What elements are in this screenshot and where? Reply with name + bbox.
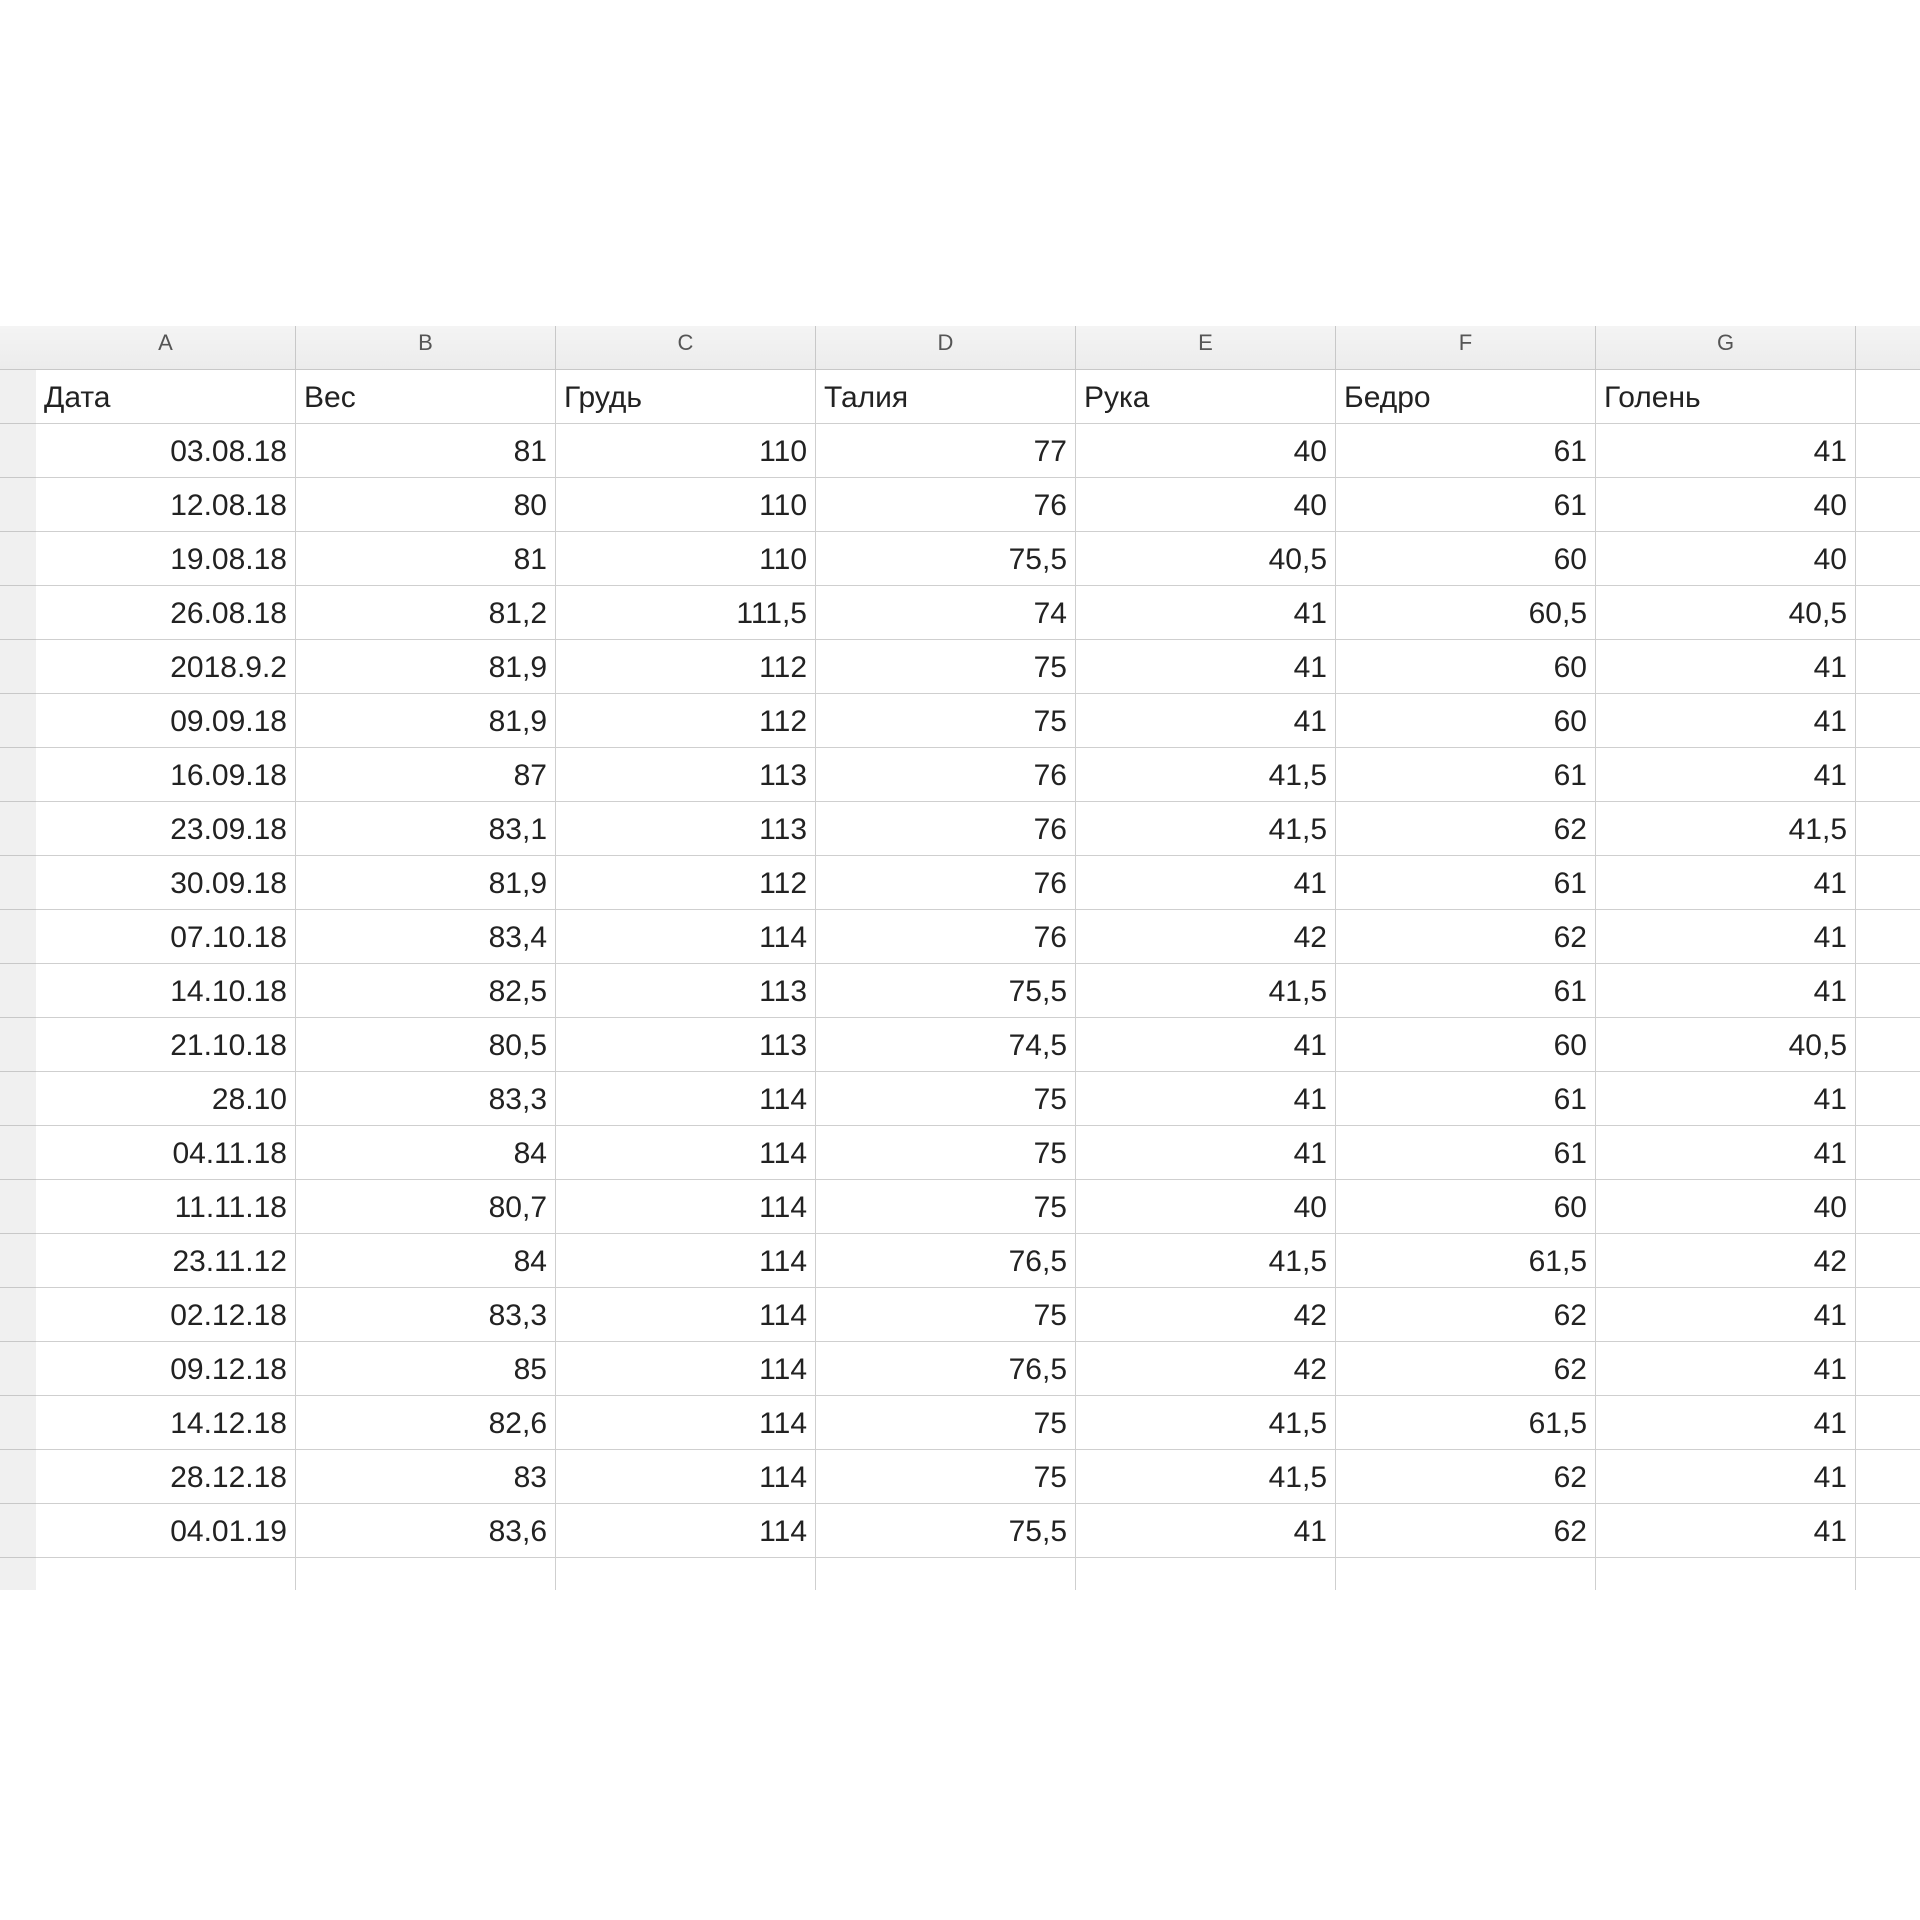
cell-c[interactable]: 114 [556, 1504, 816, 1557]
cell-c[interactable]: 114 [556, 1342, 816, 1395]
cell-h[interactable] [1856, 478, 1920, 531]
cell-e[interactable]: 41 [1076, 1504, 1336, 1557]
cell-g[interactable]: 41 [1596, 910, 1856, 963]
cell-g[interactable]: 41 [1596, 1288, 1856, 1341]
table-row [36, 910, 1920, 964]
cell-b[interactable]: 80,7 [296, 1180, 556, 1233]
cell-f[interactable]: 62 [1336, 1450, 1596, 1503]
cell-g[interactable]: 41,5 [1596, 802, 1856, 855]
cell-a[interactable]: 26.08.18 [36, 586, 296, 639]
cell-b[interactable]: 84 [296, 1126, 556, 1179]
cell-e[interactable]: 41,5 [1076, 1234, 1336, 1287]
cell-g[interactable]: 41 [1596, 964, 1856, 1017]
cell-c[interactable]: 114 [556, 1288, 816, 1341]
cell-a[interactable]: 19.08.18 [36, 532, 296, 585]
cell-a[interactable]: 11.11.18 [36, 1180, 296, 1233]
cell-f[interactable]: 61 [1336, 478, 1596, 531]
cell-f[interactable]: 60,5 [1336, 586, 1596, 639]
cell-h[interactable] [1856, 1288, 1920, 1341]
cell-c[interactable]: 113 [556, 1018, 816, 1071]
cell-f[interactable]: 62 [1336, 1504, 1596, 1557]
cell-h[interactable] [1856, 1342, 1920, 1395]
cell-h[interactable] [1856, 802, 1920, 855]
cell-d[interactable]: 75 [816, 1396, 1076, 1449]
cell-f[interactable]: 60 [1336, 1180, 1596, 1233]
row-number-cell[interactable] [0, 1449, 36, 1450]
header-cell-f[interactable]: Бедро [1336, 370, 1596, 423]
cell-f[interactable]: 60 [1336, 1018, 1596, 1071]
cell-g[interactable]: 40,5 [1596, 1018, 1856, 1071]
cell-h[interactable] [1856, 1396, 1920, 1449]
cell-e[interactable]: 41,5 [1076, 802, 1336, 855]
row-number-cell[interactable] [0, 1341, 36, 1342]
cell-e[interactable]: 40 [1076, 1180, 1336, 1233]
cell-d[interactable]: 75,5 [816, 1504, 1076, 1557]
cell-c[interactable]: 114 [556, 1234, 816, 1287]
cell-c[interactable]: 112 [556, 694, 816, 747]
row-number-cell[interactable] [0, 963, 36, 964]
cell-b[interactable]: 81,2 [296, 586, 556, 639]
cell-c[interactable]: 112 [556, 856, 816, 909]
cell-f[interactable]: 61 [1336, 964, 1596, 1017]
cell-a[interactable]: 16.09.18 [36, 748, 296, 801]
cell-a[interactable]: 23.09.18 [36, 802, 296, 855]
cell-h[interactable] [1856, 1072, 1920, 1125]
cell-e[interactable]: 41 [1076, 586, 1336, 639]
cell-d[interactable]: 76,5 [816, 1342, 1076, 1395]
cell-e[interactable]: 41,5 [1076, 964, 1336, 1017]
cell-f[interactable]: 60 [1336, 532, 1596, 585]
cell-g[interactable]: 40 [1596, 532, 1856, 585]
cell-a[interactable]: 30.09.18 [36, 856, 296, 909]
cell-b[interactable]: 83,6 [296, 1504, 556, 1557]
cell-b[interactable]: 80 [296, 478, 556, 531]
header-cell-d[interactable]: Талия [816, 370, 1076, 423]
cell-g[interactable]: 41 [1596, 1072, 1856, 1125]
header-cell-h[interactable] [1856, 370, 1920, 423]
cell-c[interactable]: 110 [556, 478, 816, 531]
cell-g[interactable]: 41 [1596, 424, 1856, 477]
cell-e[interactable]: 41 [1076, 694, 1336, 747]
cell-h[interactable] [1856, 748, 1920, 801]
cell-c[interactable]: 113 [556, 748, 816, 801]
cell-f[interactable]: 60 [1336, 694, 1596, 747]
cell-a[interactable]: 14.12.18 [36, 1396, 296, 1449]
cell-e[interactable]: 42 [1076, 1288, 1336, 1341]
table-row [36, 748, 1920, 802]
cell-b[interactable] [296, 1558, 556, 1590]
row-number-cell[interactable] [0, 639, 36, 640]
cell-d[interactable]: 75,5 [816, 964, 1076, 1017]
row-number-cell[interactable] [0, 477, 36, 478]
cell-h[interactable] [1856, 424, 1920, 477]
table-row [36, 586, 1920, 640]
table-row [36, 1450, 1920, 1504]
row-number-cell[interactable] [0, 1179, 36, 1180]
cell-a[interactable]: 2018.9.2 [36, 640, 296, 693]
cell-f[interactable]: 61,5 [1336, 1234, 1596, 1287]
cell-d[interactable]: 75,5 [816, 532, 1076, 585]
cell-h[interactable] [1856, 1234, 1920, 1287]
cell-d[interactable]: 75 [816, 640, 1076, 693]
cell-b[interactable]: 81,9 [296, 856, 556, 909]
cell-a[interactable]: 02.12.18 [36, 1288, 296, 1341]
cell-c[interactable]: 113 [556, 964, 816, 1017]
column-header-d[interactable]: D [816, 326, 1076, 369]
cell-e[interactable]: 40 [1076, 424, 1336, 477]
cell-h[interactable] [1856, 1504, 1920, 1557]
row-number-cell[interactable] [0, 1557, 36, 1558]
cell-a[interactable]: 04.11.18 [36, 1126, 296, 1179]
cell-f[interactable]: 62 [1336, 910, 1596, 963]
cell-g[interactable]: 41 [1596, 1450, 1856, 1503]
cell-f[interactable]: 61 [1336, 424, 1596, 477]
cell-d[interactable]: 75 [816, 694, 1076, 747]
table-row [36, 640, 1920, 694]
cell-f[interactable]: 62 [1336, 1288, 1596, 1341]
cell-e[interactable]: 41,5 [1076, 748, 1336, 801]
cell-f[interactable]: 61,5 [1336, 1396, 1596, 1449]
row-number-cell[interactable] [0, 1395, 36, 1396]
select-all-corner[interactable] [0, 326, 36, 370]
cell-e[interactable]: 41 [1076, 1018, 1336, 1071]
cell-c[interactable]: 110 [556, 532, 816, 585]
cell-b[interactable]: 83,1 [296, 802, 556, 855]
header-cell-e[interactable]: Рука [1076, 370, 1336, 423]
row-number-gutter [0, 370, 36, 1590]
column-header-h[interactable] [1856, 326, 1920, 369]
cell-d[interactable]: 76 [816, 802, 1076, 855]
cell-d[interactable]: 75 [816, 1450, 1076, 1503]
cell-h[interactable] [1856, 910, 1920, 963]
cell-c[interactable] [556, 1558, 816, 1590]
cell-b[interactable]: 82,6 [296, 1396, 556, 1449]
cell-g[interactable]: 41 [1596, 1504, 1856, 1557]
cell-b[interactable]: 83,3 [296, 1288, 556, 1341]
cell-c[interactable]: 114 [556, 1450, 816, 1503]
cell-g[interactable]: 41 [1596, 1126, 1856, 1179]
cell-d[interactable]: 77 [816, 424, 1076, 477]
cell-g[interactable]: 41 [1596, 694, 1856, 747]
column-header-a[interactable]: A [36, 326, 296, 369]
cell-d[interactable]: 76 [816, 748, 1076, 801]
cell-b[interactable]: 81 [296, 532, 556, 585]
row-number-cell[interactable] [0, 1017, 36, 1018]
cell-a[interactable]: 03.08.18 [36, 424, 296, 477]
row-number-cell[interactable] [0, 531, 36, 532]
header-row [36, 370, 1920, 424]
cell-b[interactable]: 81,9 [296, 640, 556, 693]
cell-g[interactable] [1596, 1558, 1856, 1590]
row-number-cell[interactable] [0, 1233, 36, 1234]
cell-a[interactable]: 23.11.12 [36, 1234, 296, 1287]
row-number-cell[interactable] [0, 909, 36, 910]
cell-h[interactable] [1856, 1558, 1920, 1590]
cell-b[interactable]: 87 [296, 748, 556, 801]
cell-e[interactable] [1076, 1558, 1336, 1590]
empty-row [36, 1558, 1920, 1590]
cell-c[interactable]: 114 [556, 910, 816, 963]
cell-g[interactable]: 42 [1596, 1234, 1856, 1287]
cell-d[interactable]: 74,5 [816, 1018, 1076, 1071]
table-row [36, 802, 1920, 856]
cell-g[interactable]: 41 [1596, 1396, 1856, 1449]
cell-a[interactable] [36, 1558, 296, 1590]
cell-e[interactable]: 41 [1076, 640, 1336, 693]
column-header-b[interactable]: B [296, 326, 556, 369]
cell-c[interactable]: 114 [556, 1072, 816, 1125]
cell-d[interactable]: 76,5 [816, 1234, 1076, 1287]
column-header-e[interactable]: E [1076, 326, 1336, 369]
row-number-cell[interactable] [0, 855, 36, 856]
cell-g[interactable]: 41 [1596, 1342, 1856, 1395]
cell-h[interactable] [1856, 694, 1920, 747]
cell-c[interactable]: 114 [556, 1126, 816, 1179]
table-row [36, 1180, 1920, 1234]
table-row [36, 424, 1920, 478]
cell-e[interactable]: 40,5 [1076, 532, 1336, 585]
cell-f[interactable] [1336, 1558, 1596, 1590]
table-row [36, 1126, 1920, 1180]
cell-h[interactable] [1856, 1126, 1920, 1179]
header-cell-c[interactable]: Грудь [556, 370, 816, 423]
cell-b[interactable]: 82,5 [296, 964, 556, 1017]
cell-d[interactable] [816, 1558, 1076, 1590]
cell-g[interactable]: 41 [1596, 748, 1856, 801]
cell-d[interactable]: 75 [816, 1126, 1076, 1179]
cell-g[interactable]: 41 [1596, 640, 1856, 693]
cell-d[interactable]: 76 [816, 910, 1076, 963]
cell-a[interactable]: 07.10.18 [36, 910, 296, 963]
cell-h[interactable] [1856, 586, 1920, 639]
column-header-row [0, 326, 1920, 370]
cell-g[interactable]: 41 [1596, 856, 1856, 909]
cell-c[interactable]: 112 [556, 640, 816, 693]
row-number-cell[interactable] [0, 1287, 36, 1288]
cell-a[interactable]: 28.10 [36, 1072, 296, 1125]
cell-h[interactable] [1856, 856, 1920, 909]
cell-b[interactable]: 81 [296, 424, 556, 477]
row-number-cell[interactable] [0, 585, 36, 586]
row-number-cell[interactable] [0, 693, 36, 694]
table-row [36, 532, 1920, 586]
cell-h[interactable] [1856, 964, 1920, 1017]
cell-f[interactable]: 61 [1336, 1072, 1596, 1125]
column-header-g[interactable]: G [1596, 326, 1856, 369]
cell-a[interactable]: 04.01.19 [36, 1504, 296, 1557]
column-header-f[interactable]: F [1336, 326, 1596, 369]
table-row [36, 1288, 1920, 1342]
cell-b[interactable]: 83,4 [296, 910, 556, 963]
table-row [36, 1396, 1920, 1450]
row-number-cell[interactable] [0, 747, 36, 748]
table-row [36, 478, 1920, 532]
cell-b[interactable]: 81,9 [296, 694, 556, 747]
cell-e[interactable]: 41,5 [1076, 1396, 1336, 1449]
row-number-cell[interactable] [0, 423, 36, 424]
cell-e[interactable]: 41,5 [1076, 1450, 1336, 1503]
header-cell-b[interactable]: Вес [296, 370, 556, 423]
cell-d[interactable]: 75 [816, 1072, 1076, 1125]
cell-b[interactable]: 84 [296, 1234, 556, 1287]
cell-f[interactable]: 62 [1336, 1342, 1596, 1395]
cell-f[interactable]: 61 [1336, 748, 1596, 801]
table-row [36, 964, 1920, 1018]
table-row [36, 694, 1920, 748]
cell-g[interactable]: 40 [1596, 1180, 1856, 1233]
cell-g[interactable]: 40,5 [1596, 586, 1856, 639]
table-row [36, 1234, 1920, 1288]
cell-e[interactable]: 41 [1076, 1072, 1336, 1125]
cell-c[interactable]: 110 [556, 424, 816, 477]
cell-h[interactable] [1856, 1450, 1920, 1503]
cell-h[interactable] [1856, 640, 1920, 693]
table-row [36, 1018, 1920, 1072]
cell-a[interactable]: 28.12.18 [36, 1450, 296, 1503]
column-header-c[interactable]: C [556, 326, 816, 369]
cell-a[interactable]: 09.09.18 [36, 694, 296, 747]
header-cell-a[interactable]: Дата [36, 370, 296, 423]
cell-e[interactable]: 42 [1076, 910, 1336, 963]
table-row [36, 1342, 1920, 1396]
cell-h[interactable] [1856, 532, 1920, 585]
cell-e[interactable]: 40 [1076, 478, 1336, 531]
cell-d[interactable]: 76 [816, 478, 1076, 531]
cell-e[interactable]: 41 [1076, 856, 1336, 909]
cell-a[interactable]: 09.12.18 [36, 1342, 296, 1395]
cell-h[interactable] [1856, 1180, 1920, 1233]
cell-b[interactable]: 83,3 [296, 1072, 556, 1125]
row-number-cell[interactable] [0, 1125, 36, 1126]
cell-f[interactable]: 60 [1336, 640, 1596, 693]
cell-b[interactable]: 83 [296, 1450, 556, 1503]
table-row [36, 856, 1920, 910]
cell-d[interactable]: 75 [816, 1288, 1076, 1341]
cell-e[interactable]: 41 [1076, 1126, 1336, 1179]
cell-h[interactable] [1856, 1018, 1920, 1071]
cell-f[interactable]: 61 [1336, 856, 1596, 909]
cell-b[interactable]: 85 [296, 1342, 556, 1395]
row-number-cell[interactable] [0, 1071, 36, 1072]
cell-f[interactable]: 61 [1336, 1126, 1596, 1179]
cell-a[interactable]: 21.10.18 [36, 1018, 296, 1071]
cell-d[interactable]: 75 [816, 1180, 1076, 1233]
cell-e[interactable]: 42 [1076, 1342, 1336, 1395]
cell-c[interactable]: 114 [556, 1180, 816, 1233]
cell-b[interactable]: 80,5 [296, 1018, 556, 1071]
cell-c[interactable]: 114 [556, 1396, 816, 1449]
table-row [36, 1504, 1920, 1558]
cell-a[interactable]: 12.08.18 [36, 478, 296, 531]
cell-d[interactable]: 74 [816, 586, 1076, 639]
cell-a[interactable]: 14.10.18 [36, 964, 296, 1017]
cell-d[interactable]: 76 [816, 856, 1076, 909]
table-row [36, 1072, 1920, 1126]
spreadsheet-grid [0, 326, 1920, 1590]
cell-g[interactable]: 40 [1596, 478, 1856, 531]
row-number-cell[interactable] [0, 1503, 36, 1504]
cell-f[interactable]: 62 [1336, 802, 1596, 855]
cell-c[interactable]: 113 [556, 802, 816, 855]
cell-c[interactable]: 111,5 [556, 586, 816, 639]
row-number-cell[interactable] [0, 801, 36, 802]
header-cell-g[interactable]: Голень [1596, 370, 1856, 423]
